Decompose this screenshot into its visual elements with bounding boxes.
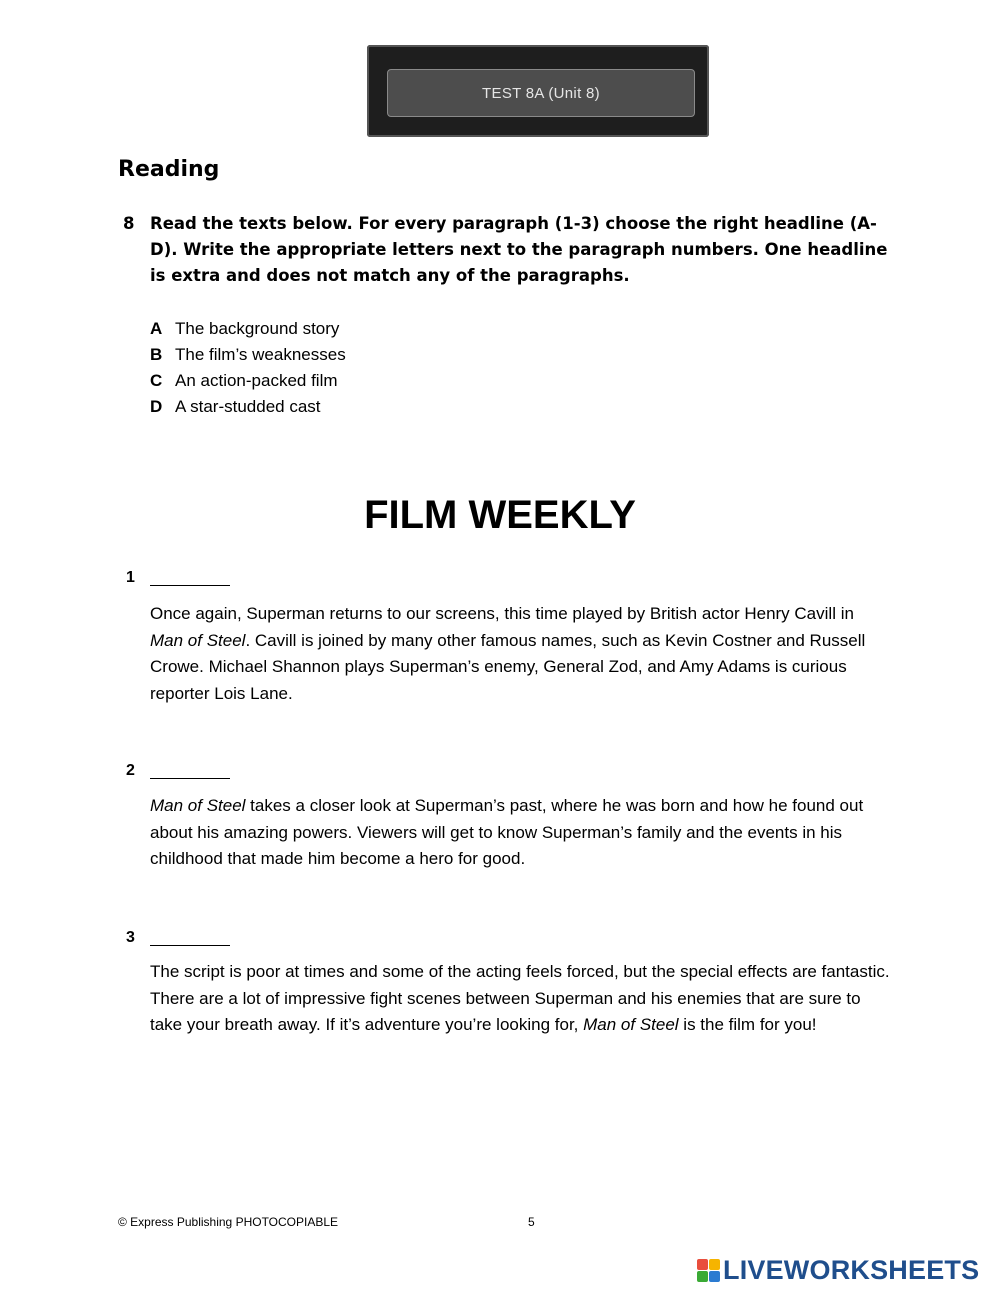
headline-item xyxy=(150,316,346,342)
liveworksheets-logo-text: LIVEWORKSHEETS xyxy=(723,1255,980,1285)
paragraph-3-answer-blank[interactable] xyxy=(150,931,230,946)
logo-square-blue xyxy=(709,1271,720,1282)
headline-letter: D xyxy=(150,397,163,416)
magazine-title: FILM WEEKLY xyxy=(364,493,636,537)
task-instruction: Read the texts below. For every paragraph (1-3) choose the right headline (A-D). Write the appropriate letters next to the paragraph numbers. One headline is extra and does not match any of the paragraphs. xyxy=(150,214,888,285)
headline-text: An action-packed film xyxy=(175,371,338,390)
test-header-inner xyxy=(387,69,695,117)
test-header-label: TEST 8A (Unit 8) xyxy=(482,84,600,102)
logo-square-red xyxy=(697,1259,708,1270)
headline-item xyxy=(150,342,346,368)
paragraph-2-number: 2 xyxy=(126,762,135,779)
headline-list xyxy=(150,316,346,420)
logo-square-green xyxy=(697,1271,708,1282)
section-title: Reading xyxy=(118,157,220,182)
logo-square-yellow xyxy=(709,1259,720,1270)
liveworksheets-logo[interactable] xyxy=(697,1255,979,1286)
headline-text: A star-studded cast xyxy=(175,397,321,416)
headline-text: The film’s weaknesses xyxy=(175,345,346,364)
task-number: 8 xyxy=(123,214,135,233)
headline-item xyxy=(150,368,346,394)
headline-text: The background story xyxy=(175,319,340,338)
headline-letter: C xyxy=(150,371,163,390)
headline-letter: A xyxy=(150,319,163,338)
paragraph-3-number: 3 xyxy=(126,929,135,946)
footer-page-number: 5 xyxy=(528,1215,535,1229)
paragraph-3-text: The script is poor at times and some of the acting feels forced, but the special effects are fantastic. There are a lot of impressive fight scenes between Superman and his enemies that are sure to take your breath away. If it’s adventure you’re looking for, Man of Steel is the film for you! xyxy=(150,962,890,1034)
paragraph-2-answer-blank[interactable] xyxy=(150,764,230,779)
headline-letter: B xyxy=(150,345,163,364)
liveworksheets-logo-icon xyxy=(697,1259,720,1282)
paragraph-1-text: Once again, Superman returns to our screens, this time played by British actor Henry Cavill in Man of Steel. Cavill is joined by many other famous names, such as Kevin Costner and Russell Crowe. Michael Shannon plays Superman’s enemy, General Zod, and Amy Adams is curious reporter Lois Lane. xyxy=(150,604,866,703)
headline-item xyxy=(150,394,346,420)
footer-copyright: © Express Publishing PHOTOCOPIABLE xyxy=(118,1215,339,1229)
paragraph-1-answer-blank[interactable] xyxy=(150,571,230,586)
paragraph-2-text: Man of Steel takes a closer look at Superman’s past, where he was born and how he found out about his amazing powers. Viewers will get to know Superman’s family and the events in his childhood that made him become a hero for good. xyxy=(150,796,864,868)
paragraph-1-number: 1 xyxy=(126,569,135,586)
test-header-box xyxy=(367,45,709,137)
